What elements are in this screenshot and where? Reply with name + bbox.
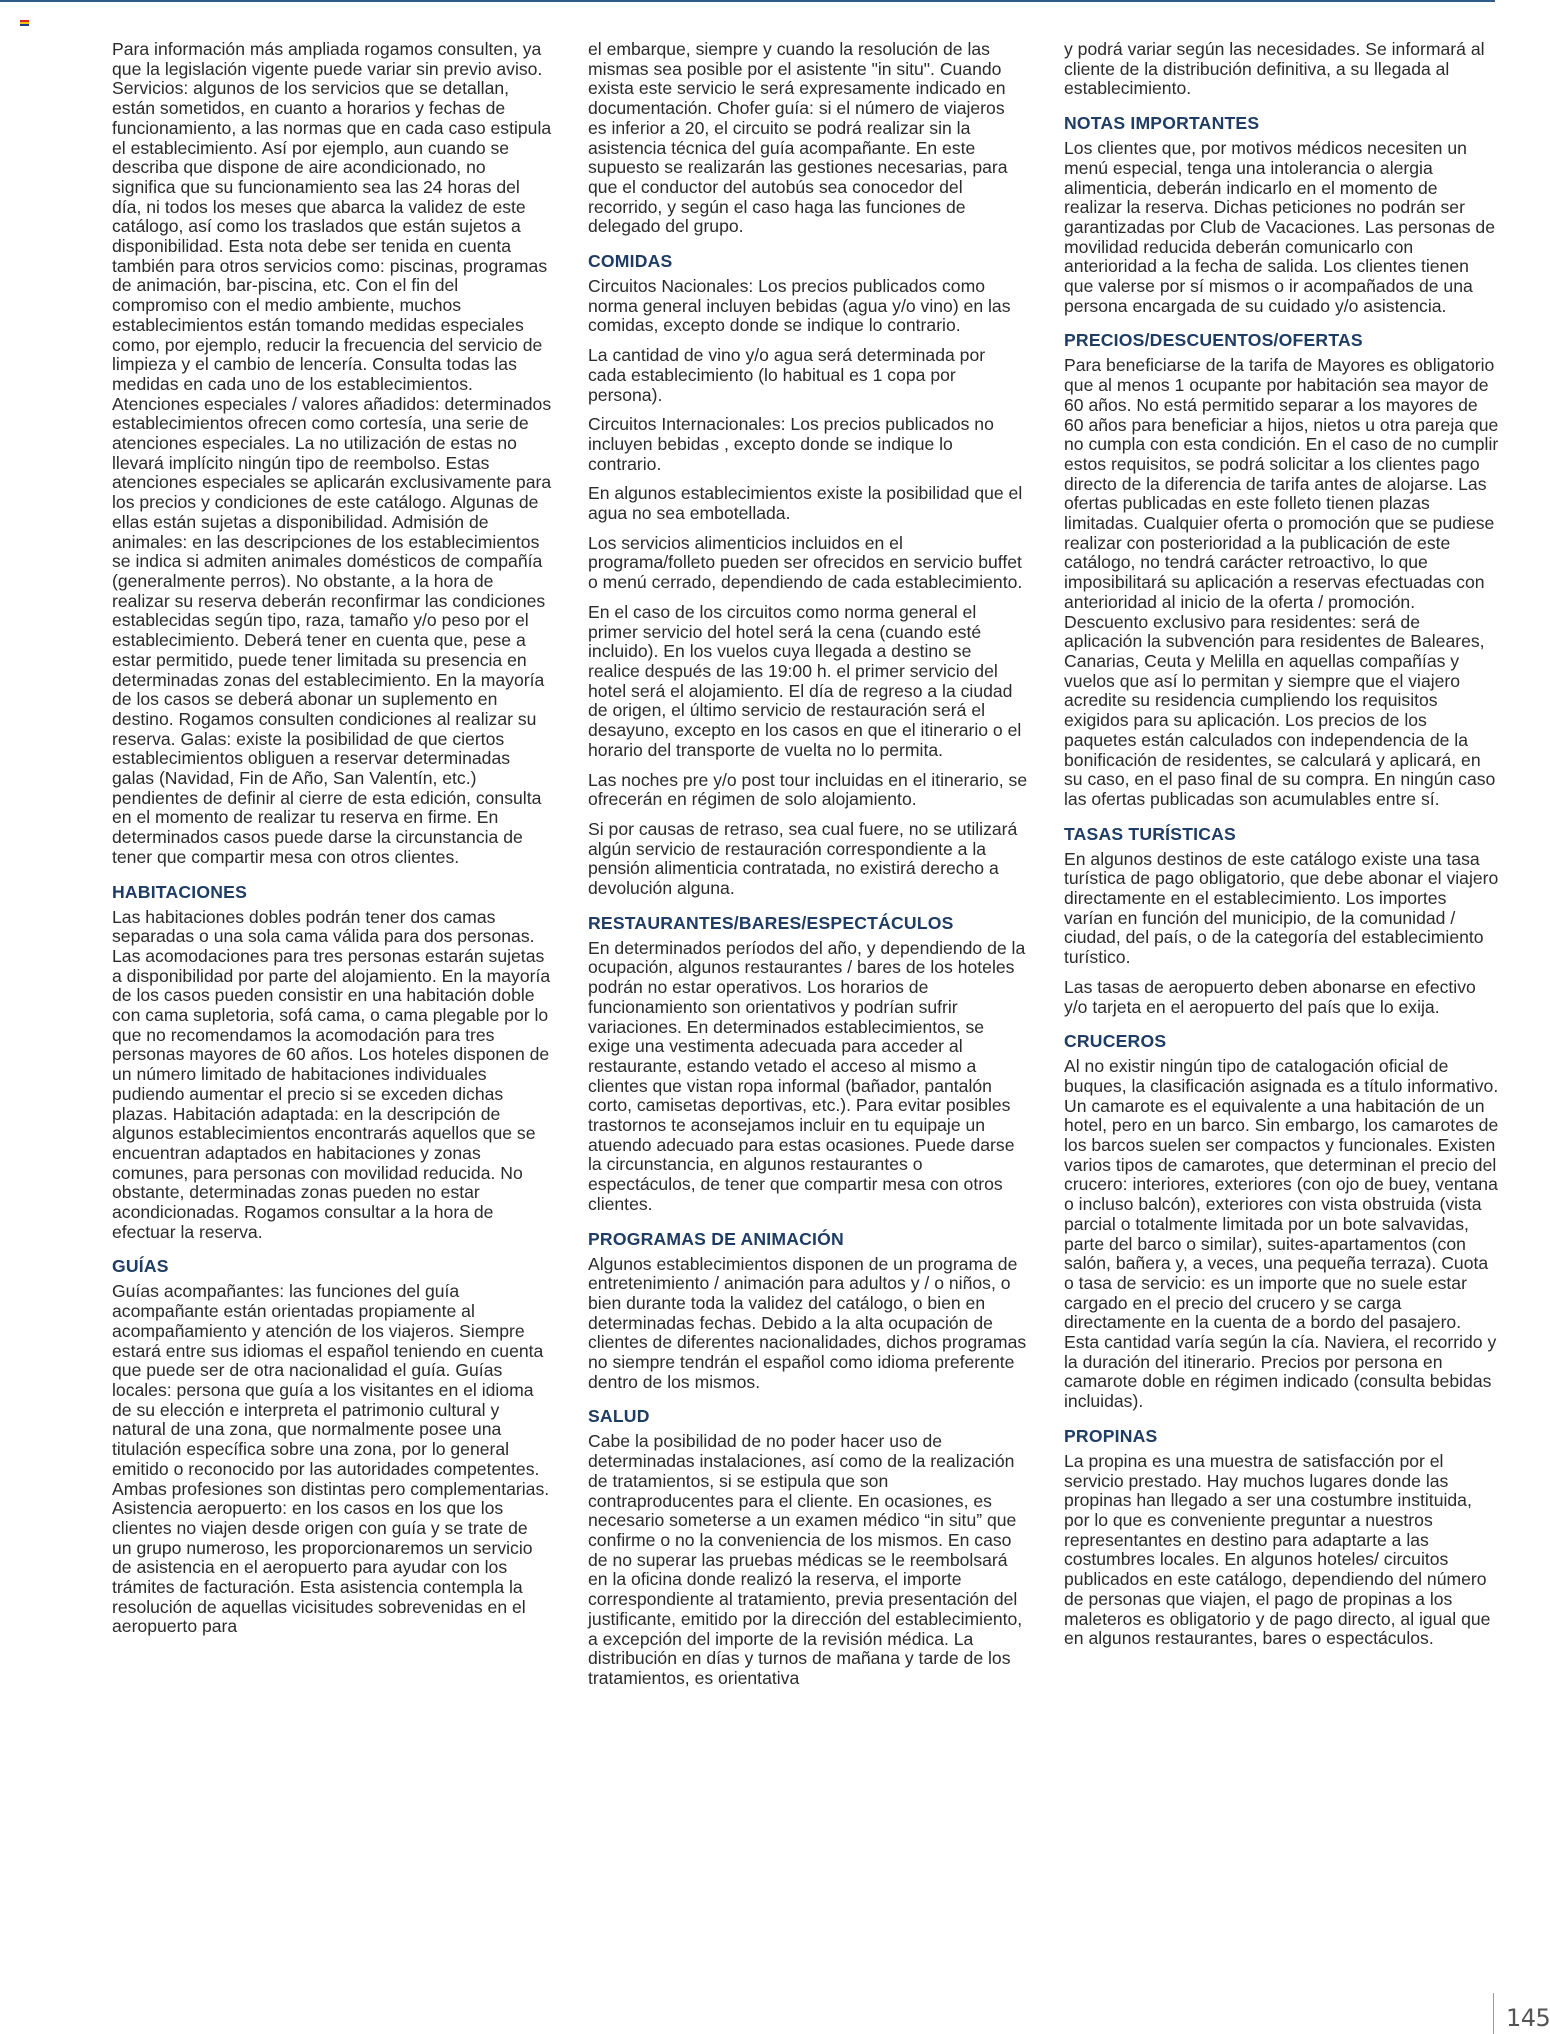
section-heading: RESTAURANTES/BARES/ESPECTÁCULOS [588,912,954,933]
paragraph: Para beneficiarse de la tarifa de Mayores es obligatorio que al menos 1 ocupante por habitación sea mayor de 60 años. No está permitido separar a los mayores de 60 años para beneficiar a hijos, nietos u otra pareja que no cumpla con esta condición. En el caso de no cumplir estos requisitos, se podrá solicitar a los clientes pago directo de la diferencia de tarifa antes de alojarse. Las ofertas publicadas en este folleto tienen plazas limitadas. Cualquier oferta o promoción que se pudiese realizar con posterioridad a la publicación de este catálogo, no tendrá carácter retroactivo, lo que imposibilitará su aplicación a reservas efectuadas con anterioridad al inicio de la oferta / promoción. Descuento exclusivo para residentes: será de aplicación la subvención para residentes de Baleares, Canarias, Ceuta y Melilla en aquellas compañías y vuelos que así lo permitan y siempre que el viajero acredite su residencia cumpliendo los requisitos exigidos para su aplicación. Los precios de los paquetes están calculados con independencia de la bonificación de residentes, se calculará y aplicará, en su caso, en el paso final de su compra. En ningún caso las ofertas publicadas son acumulables entre sí. [1064,355,1499,809]
paragraph: Para información más ampliada rogamos consulten, ya que la legislación vigente puede variar sin previo aviso. Servicios: algunos de los servicios que se detallan, están sometidos, en cuanto a horarios y fechas de funcionamiento, a las normas que en cada caso estipula el establecimiento. Así por ejemplo, aun cuando se describa que dispone de aire acondicionado, no significa que su funcionamiento sea las 24 horas del día, ni todos los meses que abarca la validez de este catálogo, así como los traslados que están sujetos a disponibilidad. Esta nota debe ser tenida en cuenta también para otros servicios como: piscinas, programas de animación, bar-piscina, etc. Con el fin del compromiso con el medio ambiente, muchos establecimientos están tomando medidas especiales como, por ejemplo, reducir la frecuencia del servicio de limpieza y el cambio de lencería. Consulta todas las medidas en cada uno de los establecimientos. Atenciones especiales / valores añadidos: determinados establecimientos ofrecen como cortesía, una serie de atenciones especiales. La no utilización de estas no llevará implícito ningún tipo de reembolso. Estas atenciones especiales se aplicarán exclusivamente para los precios y condiciones de este catálogo. Algunas de ellas están sujetas a disponibilidad. Admisión de animales: en las descripciones de los establecimientos se indica si admiten animales domésticos de compañía (generalmente perros). No obstante, a la hora de realizar su reserva deberán reconfirmar las condiciones establecidas según tipo, raza, tamaño y/o peso por el establecimiento. Deberá tener en cuenta que, pese a estar permitido, puede tener limitada su presencia en determinadas zonas del establecimiento. En la mayoría de los casos se deberá abonar un suplemento en destino. Rogamos consulten condiciones al realizar su reserva. Galas: existe la posibilidad de que ciertos establecimientos obliguen a reservar determinadas galas (Navidad, Fin de Año, San Valentín, etc.) pendientes de definir al cierre de esta edición, consulta en el momento de realizar tu reserva en firme. En determinados casos puede darse la circunstancia de tener que compartir mesa con otros clientes. [112,39,552,867]
paragraph: En algunos establecimientos existe la posibilidad que el agua no sea embotellada. [588,483,1023,524]
paragraph: La propina es una muestra de satisfacción por el servicio prestado. Hay muchos lugares donde las propinas han llegado a ser una costumbre instituida, por lo que es conveniente preguntar a nuestros representantes en destino para adaptarte a las costumbres locales. En algunos hoteles/ circuitos publicados en este catálogo, dependiendo del número de personas que viajen, el pago de propinas a los maleteros es obligatorio y de pago directo, al igual que en algunos restaurantes, bares o espectáculos. [1064,1450,1491,1649]
text-column-2 [588,40,1028,1699]
section-heading: NOTAS IMPORTANTES [1064,113,1260,134]
section-heading: GUÍAS [112,1256,169,1277]
section-heading: TASAS TURÍSTICAS [1064,823,1236,844]
page-number: 145 [1506,2004,1550,2032]
paragraph: el embarque, siempre y cuando la resolución de las mismas sea posible por el asistente "in situ". Cuando exista este servicio le será expresamente indicado en documentación. Chofer guía: si el número de viajeros es inferior a 20, el circuito se podrá realizar sin la asistencia técnica del guía acompañante. En este supuesto se realizarán las gestiones necesarias, para que el conductor del autobús sea conocedor del recorrido, y según el caso haga las funciones de delegado del grupo. [588,39,1008,237]
paragraph: Cabe la posibilidad de no poder hacer uso de determinadas instalaciones, así como de la realización de tratamientos, si se estipula que son contraproducentes para el cliente. En ocasiones, es necesario someterse a un examen médico “in situ” que confirme o no la conveniencia de los mismos. En caso de no superar las pruebas médicas se le reembolsará en la oficina donde realizó la reserva, el importe correspondiente al tratamiento, previa presentación del justificante, emitido por la dirección del establecimiento, a excepción del importe de la revisión médica. La distribución en días y turnos de mañana y tarde de los tratamientos, es orientativa [588,1431,1023,1688]
page-number-divider [1493,1993,1494,2034]
spain-flag-icon [20,20,29,27]
paragraph: Guías acompañantes: las funciones del guía acompañante están orientadas propiamente al acompañamiento y atención de los viajeros. Siempre estará entre sus idiomas el español teniendo en cuenta que puede ser de otra nacionalidad el guía. Guías locales: persona que guía a los visitantes en el idioma de su elección e interpreta el patrimonio cultural y natural de una zona, que normalmente posee una titulación específica sobre una zona, por lo general emitido o reconocido por las autoridades competentes. Ambas profesiones son distintas pero complementarias. Asistencia aeropuerto: en los casos en los que los clientes no viajen desde origen con guía y se trate de un grupo numeroso, les proporcionaremos un servicio de asistencia en el aeropuerto para ayudar con los trámites de facturación. Esta asistencia contempla la resolución de aquellas vicisitudes sobrevenidas en el aeropuerto para [112,1281,550,1637]
section-heading: SALUD [588,1406,650,1427]
paragraph: Al no existir ningún tipo de catalogación oficial de buques, la clasificación asignada es a título informativo. Un camarote es el equivalente a una habitación de un hotel, pero en un barco. Sin embargo, los camarotes de los barcos suelen ser compactos y funcionales. Existen varios tipos de camarotes, que determinan el precio del crucero: interiores, exteriores (con ojo de buey, ventana o incluso balcón), exteriores con vista obstruida (vista parcial o totalmente limitada por un bote salvavidas, parte del barco o similar), suites-apartamentos (con salón, bañera y, a veces, una pequeña terraza). Cuota o tasa de servicio: es un importe que no suele estar cargado en el precio del crucero y se carga directamente en la cuenta de a bordo del pasajero. Esta cantidad varía según la cía. Naviera, el recorrido y la duración del itinerario. Precios por persona en camarote doble en régimen indicado (consulta bebidas incluidas). [1064,1056,1499,1412]
text-column-3 [1064,40,1500,1659]
paragraph: Los servicios alimenticios incluidos en el programa/folleto pueden ser ofrecidos en servicio buffet o menú cerrado, dependiendo de cada establecimiento. [588,532,1023,593]
text-column-1 [112,40,552,1647]
paragraph: La cantidad de vino y/o agua será determinada por cada establecimiento (lo habitual es 1 copa por persona). [588,345,986,405]
paragraph: Circuitos Nacionales: Los precios publicados como norma general incluyen bebidas (agua y/o vino) en las comidas, excepto donde se indique lo contrario. [588,276,1011,336]
section-heading: CRUCEROS [1064,1031,1167,1052]
paragraph: Algunos establecimientos disponen de un programa de entretenimiento / animación para adultos y / o niños, o bien durante toda la validez del catálogo, o bien en determinadas fechas. Debido a la alta ocupación de clientes de diferentes nacionalidades, dichos programas no siempre tendrán el español como idioma preferente dentro de los mismos. [588,1253,1027,1392]
section-heading: PROPINAS [1064,1425,1158,1446]
paragraph: Si por causas de retraso, sea cual fuere, no se utilizará algún servicio de restauración correspondiente a la pensión alimenticia contratada, no existirá derecho a devolución alguna. [588,818,1018,899]
paragraph: Las noches pre y/o post tour incluidas en el itinerario, se ofrecerán en régimen de solo alojamiento. [588,769,1028,810]
paragraph: Los clientes que, por motivos médicos necesiten un menú especial, tenga una intolerancia o alergia alimenticia, deberán indicarlo en el momento de realizar la reserva. Dichas peticiones no podrán ser garantizadas por Club de Vacaciones. Las personas de movilidad reducida deberán comunicarlo con anterioridad a la fecha de salida. Los clientes tienen que valerse por sí mismos o ir acompañados de una persona encargada de su cuidado y/o asistencia. [1064,138,1495,316]
paragraph: En el caso de los circuitos como norma general el primer servicio del hotel será la cena (cuando esté incluido). En los vuelos cuya llegada a destino se realice después de las 19:00 h. el primer servicio del hotel será el alojamiento. El día de regreso a la ciudad de origen, el último servicio de restauración será el desayuno, excepto en los casos en que el itinerario o el horario del transporte de vuelta no lo permita. [588,601,1022,760]
paragraph: Las habitaciones dobles podrán tener dos camas separadas o una sola cama válida para dos personas. Las acomodaciones para tres personas estarán sujetas a disponibilidad por parte del alojamiento. En la mayoría de los casos pueden consistir en una habitación doble con cama supletoria, sofá cama, o cama plegable por lo que no recomendamos la acomodación para tres personas mayores de 60 años. Los hoteles disponen de un número limitado de habitaciones individuales pudiendo aumentar el precio si se exceden dichas plazas. Habitación adaptada: en la descripción de algunos establecimientos encontrarás aquellos que se encuentran adaptados en habitaciones y zonas comunes, para personas con movilidad reducida. No obstante, determinadas zonas pueden no estar acondicionadas. Rogamos consultar a la hora de efectuar la reserva. [112,906,551,1242]
section-heading: HABITACIONES [112,881,248,902]
top-rule [0,0,1495,2]
section-heading: COMIDAS [588,251,673,272]
paragraph: En algunos destinos de este catálogo existe una tasa turística de pago obligatorio, que debe abonar el viajero directamente en el establecimiento. Los importes varían en función del municipio, de la comunidad / ciudad, del país, o de la categoría del establecimiento turístico. [1064,848,1499,968]
paragraph: Circuitos Internacionales: Los precios publicados no incluyen bebidas , excepto donde se indique lo contrario. [588,414,994,474]
paragraph: Las tasas de aeropuerto deben abonarse en efectivo y/o tarjeta en el aeropuerto del país que lo exija. [1064,976,1476,1017]
paragraph: En determinados períodos del año, y dependiendo de la ocupación, algunos restaurantes / bares de los hoteles podrán no estar operativos. Los horarios de funcionamiento son orientativos y podrían sufrir variaciones. En determinados establecimientos, se exige una vestimenta adecuada para acceder al restaurante, estando vetado el acceso al mismo a clientes que vistan ropa informal (bañador, pantalón corto, camisetas deportivas, etc.). Para evitar posibles trastornos te aconsejamos incluir en tu equipaje un atuendo adecuado para estas ocasiones. Puede darse la circunstancia, en algunos restaurantes o espectáculos, de tener que compartir mesa con otros clientes. [588,937,1026,1214]
section-heading: PROGRAMAS DE ANIMACIÓN [588,1228,844,1249]
section-heading: PRECIOS/DESCUENTOS/OFERTAS [1064,330,1363,351]
paragraph: y podrá variar según las necesidades. Se informará al cliente de la distribución definitiva, a su llegada al establecimiento. [1064,39,1485,99]
